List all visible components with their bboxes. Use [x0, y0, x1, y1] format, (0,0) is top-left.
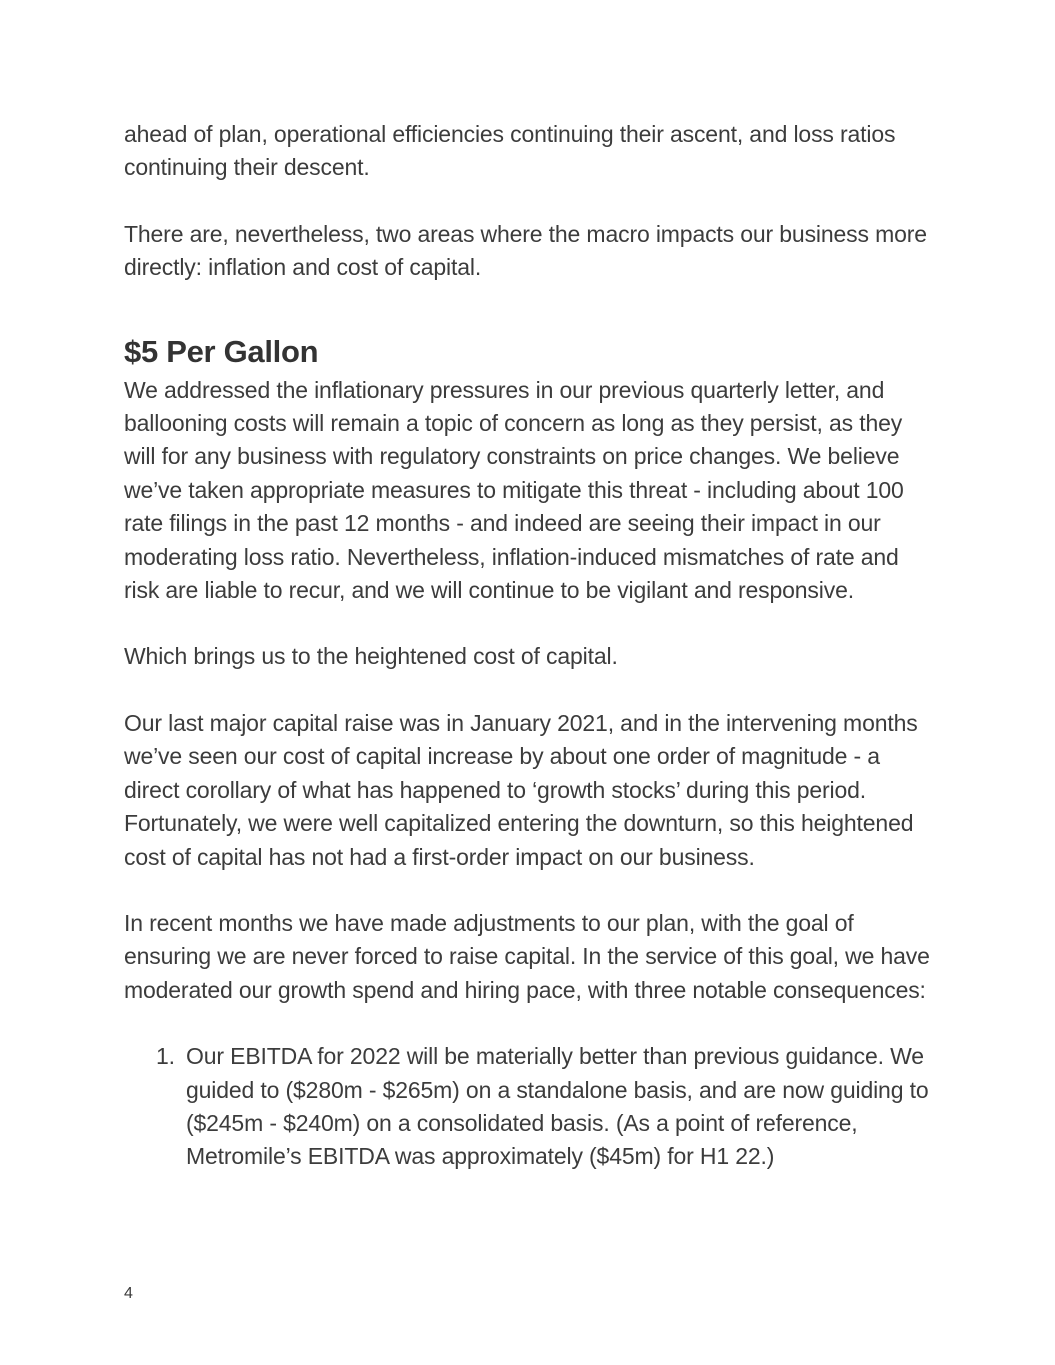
- page-content: [124, 118, 939, 1174]
- paragraph-plan-adjustments: In recent months we have made adjustments to our plan, with the goal of ensuring we are never forced to raise capital. In the service of this goal, we have moderated our growth spend and hiring pace, with three notable consequences:: [124, 909, 930, 1003]
- list-item-text: Our EBITDA for 2022 will be materially better than previous guidance. We guided to ($280m - $265m) on a standalone basis, and are now guiding to ($245m - $240m) on a consolidated basis. (As a point of reference, Metromile’s EBITDA was approximately ($45m) for H1 22.): [186, 1043, 929, 1170]
- list-item-number: 1.: [156, 1043, 175, 1070]
- paragraph-continuation: ahead of plan, operational efficiencies continuing their ascent, and loss ratios continuing their descent.: [124, 121, 896, 181]
- paragraph-inflation: We addressed the inflationary pressures in our previous quarterly letter, and ballooning costs will remain a topic of concern as long as they persist, as they will for any business with regulatory constraints on price changes. We believe we’ve taken appropriate measures to mitigate this threat - including about 100 rate filings in the past 12 months - and indeed are seeing their impact in our moderating loss ratio. Nevertheless, inflation-induced mismatches of rate and risk are liable to recur, and we will continue to be vigilant and responsive.: [124, 376, 904, 604]
- paragraph-macro-impacts: There are, nevertheless, two areas where the macro impacts our business more directly: inflation and cost of capital.: [124, 220, 927, 281]
- page-number: 4: [124, 1285, 133, 1302]
- list-item: [124, 1040, 939, 1174]
- paragraph-cost-of-capital: Which brings us to the heightened cost of capital.: [124, 643, 618, 670]
- section-heading: $5 Per Gallon: [124, 333, 319, 369]
- consequences-list: [124, 1040, 939, 1174]
- paragraph-capital-raise: Our last major capital raise was in January 2021, and in the intervening months we’ve seen our cost of capital increase by about one order of magnitude - a direct corollary of what has happened to ‘growth stocks’ during this period. Fortunately, we were well capitalized entering the downturn, so this heightened cost of capital has not had a first-order impact on our business.: [124, 709, 918, 870]
